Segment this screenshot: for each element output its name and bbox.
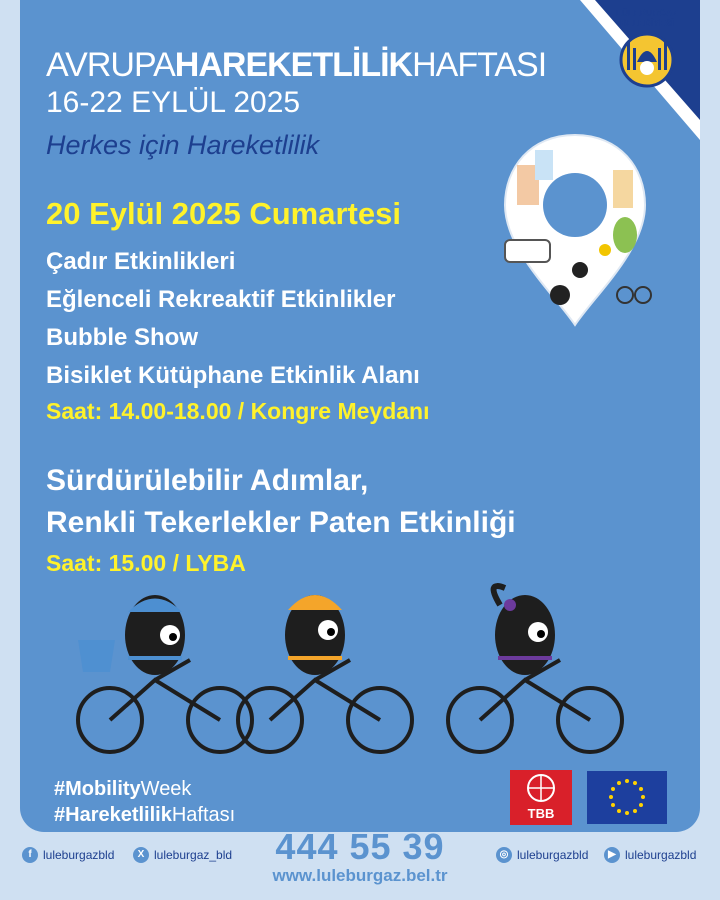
hashtag2-rest: Haftası [171,804,236,826]
x-link[interactable] [133,847,232,863]
youtube-link[interactable] [604,847,696,863]
title-part1: AVRUPA [46,46,175,84]
eu-flag-icon [587,771,667,824]
instagram-handle: luleburgazbld [517,848,589,862]
youtube-icon: ▶ [604,847,620,863]
facebook-icon: f [22,847,38,863]
instagram-icon: ◎ [496,847,512,863]
event1-time: Saat: 14.00-18.00 / Kongre Meydanı [46,398,430,424]
website-link[interactable]: www.luleburgaz.bel.tr [272,866,448,885]
campaign-title [46,46,546,85]
emblem-icon [617,28,677,88]
municipality-logo [612,8,682,93]
tbb-logo [510,770,572,825]
event2-title-line2: Renkli Tekerlekler Paten Etkinliği [46,506,516,539]
phone-number[interactable]: 444 55 39 [275,826,445,867]
facebook-link[interactable] [22,847,114,863]
tbb-label: TBB [527,806,555,821]
cyclists-illustration [60,580,660,760]
instagram-link[interactable] [496,847,588,863]
event2-time: Saat: 15.00 / LYBA [46,550,246,576]
cyclist-orange [238,595,412,752]
hashtag1-rest: Week [140,778,192,800]
title-part2: HAREKETLİLİK [174,46,413,84]
hashtag-mobility-week [54,778,191,801]
campaign-slogan: Herkes için Hareketlilik [46,130,320,160]
hashtag2-bold: #Hareketlilik [54,804,172,826]
globe-icon [523,773,559,803]
x-icon: X [133,847,149,863]
hashtag-hareketlilik-haftasi [54,804,235,827]
x-handle: luleburgaz_bld [154,848,233,862]
event1-activity: Bisiklet Kütüphane Etkinlik Alanı [46,362,420,389]
facebook-handle: luleburgazbld [43,848,115,862]
event2-title-line1: Sürdürülebilir Adımlar, [46,464,369,497]
event1-activity: Eğlenceli Rekreaktif Etkinlikler [46,286,396,313]
event1-activity: Çadır Etkinlikleri [46,248,236,275]
cyclist-blue [78,595,252,752]
campaign-dates: 16-22 EYLÜL 2025 [46,86,301,119]
hashtag1-bold: #Mobility [54,778,141,800]
title-part3: HAFTASI [412,46,547,84]
event1-activity: Bubble Show [46,324,198,351]
logo-line1: LÜLEBURGAZ [616,8,678,18]
event1-date: 20 Eylül 2025 Cumartesi [46,196,401,231]
logo-line2: BELEDİYESİ [620,18,674,28]
city-pin-illustration [495,130,655,330]
youtube-handle: luleburgazbld [625,848,697,862]
cyclist-purple [448,586,622,752]
